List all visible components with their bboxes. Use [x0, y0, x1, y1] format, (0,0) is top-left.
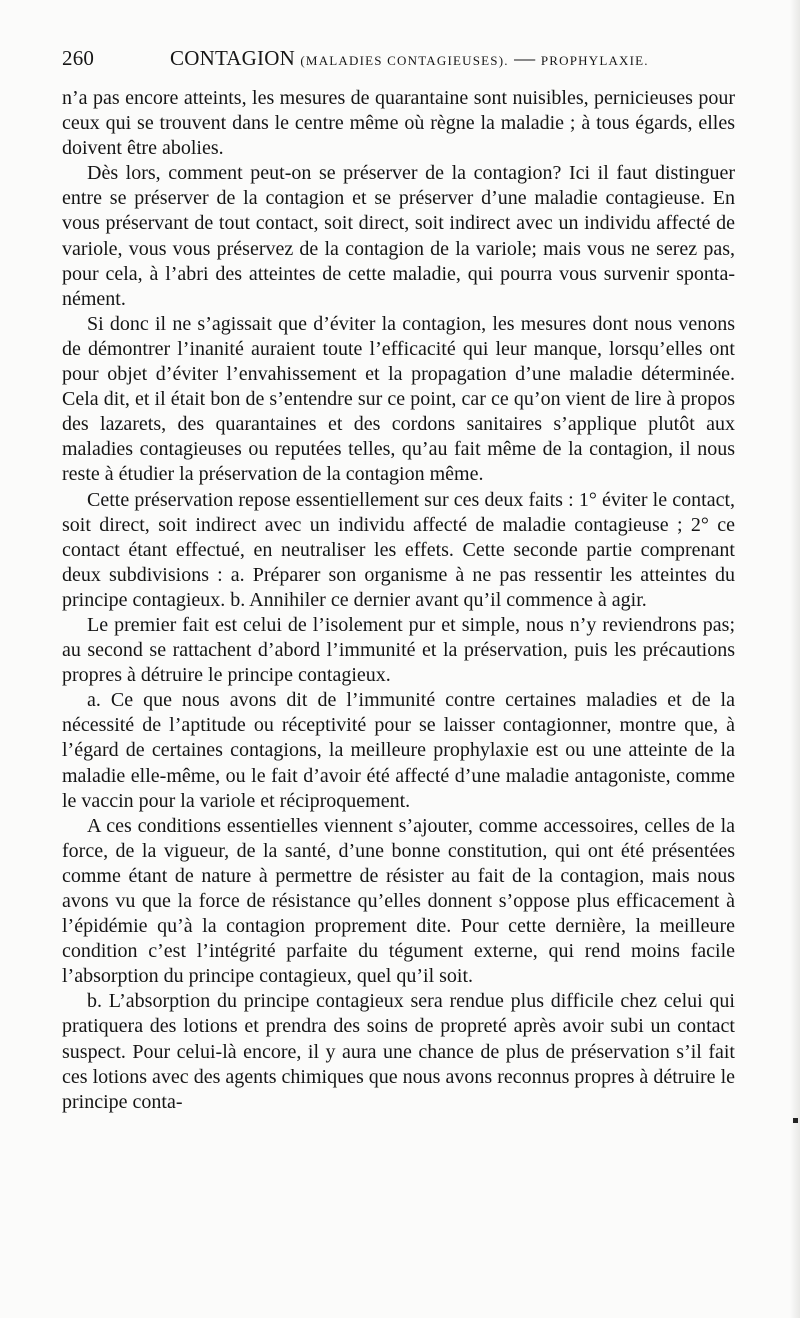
paragraph: Dès lors, comment peut-on se préserver de la contagion? Ici il faut distinguer entre se préserver de la contagion et se préserver d’une maladie contagieuse. En vous préservant de tout contact, soit direct, soit indirect avec un individu affecté de variole, vous vous préservez de la contagion de la variole; mais vous ne serez pas, pour cela, à l’abri des atteintes de cette maladie, qui pourra vous survenir spontanément.: [62, 162, 735, 310]
paragraph: Le premier fait est celui de l’isolement pur et simple, nous n’y reviendrons pas; au second se rattachent d’abord l’immunité et la préservation, puis les précautions propres à détruire le principe contagieux.: [62, 613, 735, 687]
paragraph: a. Ce que nous avons dit de l’immunité contre certaines maladies et de la nécessité de l’aptitude ou réceptivité pour se laisser contagionner, montre que, à l’égard de certaines contagions, la meilleure prophylaxie est ou une atteinte de la maladie elle-même, ou le fait d’avoir été affecté d’une maladie antagoniste, comme le vaccin pour la variole et réciproquement.: [62, 689, 735, 812]
paragraph: A ces conditions essentielles viennent s’ajouter, comme accessoires, celles de la force, de la vigueur, de la santé, d’une bonne constitution, qui ont été présentées comme étant de nature à permettre de résister au fait de la contagion, mais nous avons vu que la force de résistance qu’elles donnent s’oppose plus efficacement à l’épidémie qu’à la contagion proprement dite. Pour cette dernière, la meilleure condition c’est l’intégrité parfaite du tégument externe, qui rend moins facile l’absorption du principe contagieux, quel qu’il soit.: [62, 814, 735, 988]
paragraph: Cette préservation repose essentiellement sur ces deux faits : 1° éviter le contact, soit direct, soit indirect avec un individu affecté de maladie contagieuse ; 2° ce contact étant effectué, en neutraliser les effets. Cette seconde partie comprenant deux subdivisions : a. Préparer son organisme à ne pas ressentir les atteintes du principe contagieux. b. Annihiler ce dernier avant qu’il commence à agir.: [62, 488, 735, 611]
running-header: [62, 46, 742, 76]
margin-mark: [793, 1118, 798, 1123]
running-title-section: PROPHYLAXIE.: [540, 53, 649, 68]
page-number: 260: [62, 46, 95, 70]
running-title-separator: —: [514, 46, 536, 70]
paragraph: Si donc il ne s’agissait que d’éviter la contagion, les mesures dont nous venons de démontrer l’inanité auraient toute l’efficacité qui leur manque, lorsqu’elles ont pour objet d’éviter l’envahissement et la propagation d’une maladie déterminée. Cela dit, et il était bon de s’entendre sur ce point, car ce qu’on vient de lire à propos des lazarets, des quarantaines et des cordons sanitaires s’applique plutôt aux maladies contagieuses ou reputées telles, qu’au fait même de la contagion, il nous reste à étudier la préservation de la contagion même.: [62, 312, 735, 486]
body-text: [62, 86, 735, 1115]
running-title: [170, 46, 649, 71]
paragraph: b. L’absorption du principe contagieux sera rendue plus difficile chez celui qui pratiquera des lotions et prendra des soins de propreté après avoir subi un contact suspect. Pour celui-là encore, il y aura une chance de plus de préservation s’il fait ces lotions avec des agents chimiques que nous avons reconnus propres à détruire le principe conta-: [62, 990, 735, 1113]
paragraph: n’a pas encore atteints, les mesures de quarantaine sont nuisibles, pernicieuses pour ceux qui se trouvent dans le centre même où règne la maladie ; à tous égards, elles doivent être abolies.: [62, 87, 735, 160]
running-title-main: CONTAGION: [170, 46, 295, 70]
running-title-sub: (MALADIES CONTAGIEUSES).: [300, 53, 509, 68]
